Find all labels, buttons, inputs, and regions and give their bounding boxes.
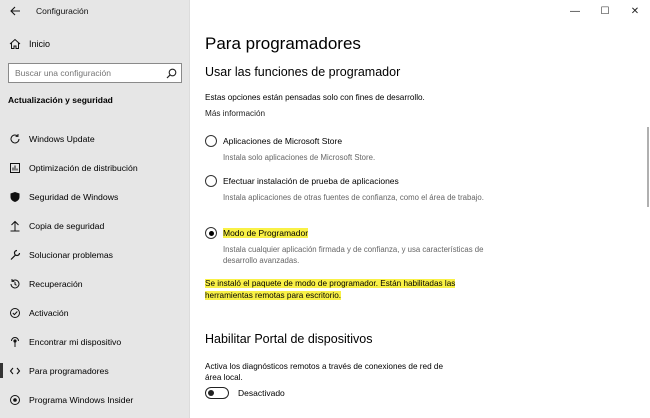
option-label: Modo de Programador <box>223 228 309 238</box>
radio-developer-mode[interactable] <box>205 227 217 239</box>
sidebar-item-label: Windows Update <box>29 133 95 144</box>
sidebar-nav <box>0 124 190 414</box>
more-info-link[interactable]: Más información <box>205 109 266 118</box>
back-button[interactable] <box>0 0 30 22</box>
home-icon <box>8 37 22 51</box>
sidebar-item-backup[interactable] <box>0 211 190 240</box>
search-box[interactable] <box>8 63 182 83</box>
activation-icon <box>8 306 22 320</box>
sidebar-item-home[interactable] <box>8 37 50 51</box>
sidebar-item-label: Copia de seguridad <box>29 220 105 231</box>
option-label: Efectuar instalación de prueba de aplicaciones <box>223 176 399 186</box>
developer-icon <box>8 364 22 378</box>
sidebar-item-label: Recuperación <box>29 278 83 289</box>
option-help: Instala cualquier aplicación firmada y de confianza, y usa características de desarrollo avanzadas. <box>223 245 484 265</box>
option-microsoft-store[interactable] <box>205 135 625 163</box>
insider-icon <box>8 393 22 407</box>
sidebar-item-label: Programa Windows Insider <box>29 394 134 405</box>
sidebar <box>0 0 190 418</box>
option-developer-mode[interactable] <box>205 227 625 266</box>
sidebar-item-label: Para programadores <box>29 365 109 376</box>
recovery-icon <box>8 277 22 291</box>
sidebar-item-troubleshoot[interactable] <box>0 240 190 269</box>
minimize-button[interactable]: — <box>570 5 580 17</box>
wrench-icon <box>8 248 22 262</box>
sidebar-item-delivery-optimization[interactable] <box>0 153 190 182</box>
back-arrow-icon <box>10 6 21 16</box>
sidebar-section-title: Actualización y seguridad <box>8 95 113 105</box>
sidebar-item-label: Seguridad de Windows <box>29 191 119 202</box>
portal-toggle-row <box>205 387 285 399</box>
sidebar-item-activation[interactable] <box>0 298 190 327</box>
portal-toggle[interactable] <box>205 387 229 399</box>
option-help: Instala solo aplicaciones de Microsoft Store. <box>223 153 376 162</box>
sidebar-item-label: Optimización de distribución <box>29 162 138 173</box>
sidebar-item-windows-security[interactable] <box>0 182 190 211</box>
sidebar-item-label: Activación <box>29 307 69 318</box>
backup-icon <box>8 219 22 233</box>
app-title: Configuración <box>36 6 89 16</box>
portal-description: Activa los diagnósticos remotos a través de conexiones de red de área local. <box>205 362 444 382</box>
section-description: Estas opciones están pensadas solo con fines de desarrollo. <box>205 93 425 102</box>
sidebar-item-recovery[interactable] <box>0 269 190 298</box>
search-icon[interactable] <box>161 68 181 79</box>
toggle-state-label: Desactivado <box>238 388 285 398</box>
window-controls <box>560 0 650 22</box>
portal-section-title: Habilitar Portal de dispositivos <box>205 332 373 346</box>
scrollbar-thumb[interactable] <box>647 127 649 207</box>
home-label: Inicio <box>29 39 51 49</box>
sidebar-item-developers[interactable] <box>0 356 190 385</box>
titlebar <box>0 0 190 22</box>
sidebar-item-label: Encontrar mi dispositivo <box>29 336 122 347</box>
sidebar-item-windows-insider[interactable] <box>0 385 190 414</box>
option-label: Aplicaciones de Microsoft Store <box>223 136 343 146</box>
maximize-button[interactable]: ☐ <box>600 5 610 17</box>
section-title: Usar las funciones de programador <box>205 65 401 79</box>
close-button[interactable]: ✕ <box>630 5 640 17</box>
status-notice-text: Se instaló el paquete de modo de programador. Están habilitadas las herramientas remotas para escritorio. <box>205 279 456 300</box>
find-device-icon <box>8 335 22 349</box>
option-sideload[interactable] <box>205 175 625 203</box>
page-title: Para programadores <box>205 34 361 53</box>
option-help: Instala aplicaciones de otras fuentes de confianza, como el área de trabajo. <box>223 193 484 202</box>
search-input[interactable] <box>9 68 161 78</box>
radio-sideload[interactable] <box>205 175 217 187</box>
status-notice <box>205 278 475 301</box>
sidebar-item-windows-update[interactable] <box>0 124 190 153</box>
sidebar-item-find-device[interactable] <box>0 327 190 356</box>
refresh-icon <box>8 132 22 146</box>
delivery-optimization-icon <box>8 161 22 175</box>
sidebar-item-label: Solucionar problemas <box>29 249 114 260</box>
shield-icon <box>8 190 22 204</box>
radio-microsoft-store[interactable] <box>205 135 217 147</box>
